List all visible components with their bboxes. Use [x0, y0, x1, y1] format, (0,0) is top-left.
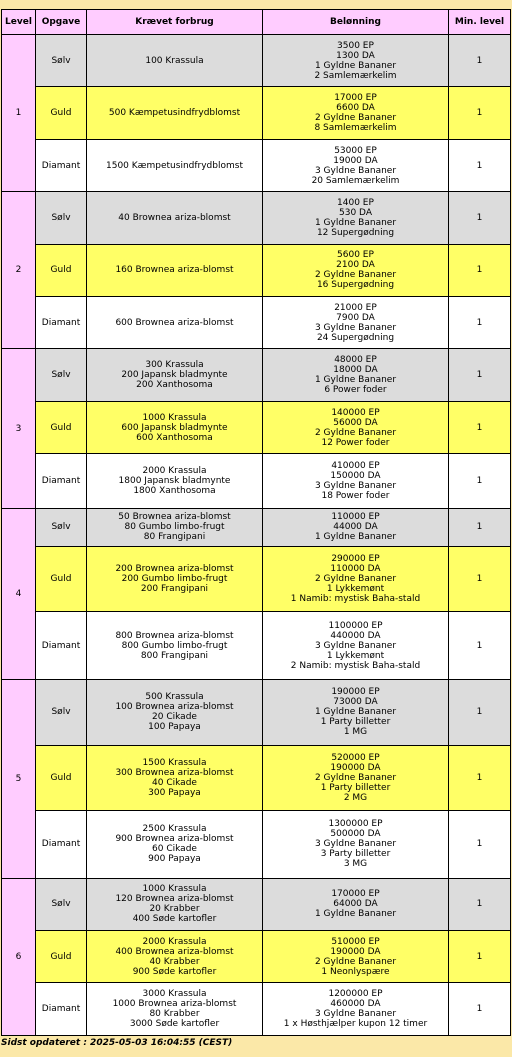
header-required: Krævet forbrug — [87, 10, 263, 35]
required-item: 300 Papaya — [148, 787, 201, 798]
required-item: 400 Søde kartofler — [132, 914, 217, 925]
required-item: 800 Gumbo limbo-frugt — [121, 640, 228, 651]
reward-item: 16 Supergødning — [316, 280, 395, 291]
required-item: 300 Brownea ariza-blomst — [115, 767, 234, 778]
header-row — [2, 10, 511, 35]
table-row — [2, 546, 511, 612]
required-cell — [87, 349, 263, 401]
reward-item: 2 Gyldne Bananer — [314, 113, 397, 124]
task-cell: Sølv — [36, 35, 87, 87]
reward-item: 12 Power foder — [321, 437, 390, 448]
min-level-cell: 1 — [449, 35, 511, 87]
reward-item: 3 Gyldne Bananer — [314, 839, 397, 850]
required-item: 1800 Xanthosoma — [133, 485, 216, 496]
reward-cell — [263, 349, 449, 401]
min-level-cell: 1 — [449, 349, 511, 401]
table-row — [2, 244, 511, 296]
required-item: 900 Papaya — [148, 854, 201, 865]
table-body — [2, 35, 511, 1036]
reward-item: 1 Party billetter — [320, 717, 391, 728]
level-cell: 1 — [2, 35, 36, 192]
reward-item: 440000 DA — [330, 630, 381, 641]
task-cell: Guld — [36, 930, 87, 982]
required-cell — [87, 192, 263, 244]
required-cell — [87, 508, 263, 546]
reward-item: 3 Party billetter — [320, 849, 391, 860]
level-cell: 2 — [2, 192, 36, 349]
header-task: Opgave — [36, 10, 87, 35]
required-item: 60 Cikade — [152, 844, 197, 855]
reward-item: 1300000 EP — [328, 819, 383, 830]
required-item: 100 Krassula — [145, 55, 204, 66]
reward-cell — [263, 35, 449, 87]
required-cell — [87, 87, 263, 139]
required-item: 600 Xanthosoma — [136, 432, 213, 443]
required-item: 20 Cikade — [152, 712, 197, 723]
required-item: 80 Krabber — [149, 1009, 200, 1020]
reward-item: 460000 DA — [330, 999, 381, 1010]
required-cell — [87, 878, 263, 930]
min-level-cell: 1 — [449, 244, 511, 296]
reward-item: 19000 DA — [333, 155, 378, 166]
reward-item: 8 Samlemærkelim — [314, 123, 397, 134]
reward-item: 64000 DA — [333, 899, 378, 910]
required-item: 1000 Krassula — [142, 884, 207, 895]
required-item: 40 Krabber — [149, 956, 200, 967]
required-cell — [87, 401, 263, 453]
table-row — [2, 192, 511, 244]
reward-item: 6600 DA — [336, 103, 375, 114]
task-cell: Sølv — [36, 878, 87, 930]
reward-cell — [263, 244, 449, 296]
required-cell — [87, 244, 263, 296]
required-item: 20 Krabber — [149, 904, 200, 915]
reward-item: 2 Gyldne Bananer — [314, 270, 397, 281]
table-row — [2, 930, 511, 982]
table-row — [2, 612, 511, 680]
reward-item: 3 Gyldne Bananer — [314, 322, 397, 333]
required-cell — [87, 35, 263, 87]
required-item: 1000 Krassula — [142, 412, 207, 423]
required-cell — [87, 546, 263, 612]
reward-item: 290000 EP — [331, 554, 380, 565]
table-row — [2, 349, 511, 401]
required-item: 1000 Brownea ariza-blomst — [112, 999, 237, 1010]
reward-item: 1100000 EP — [328, 620, 383, 631]
reward-item: 2 Gyldne Bananer — [314, 956, 397, 967]
required-item: 1500 Kæmpetusindfrydblomst — [106, 160, 243, 171]
reward-cell — [263, 139, 449, 191]
required-item: 100 Brownea ariza-blomst — [115, 702, 234, 713]
required-item: 500 Kæmpetusindfrydblomst — [108, 108, 241, 119]
min-level-cell: 1 — [449, 401, 511, 453]
header-min-level: Min. level — [449, 10, 511, 35]
reward-cell — [263, 612, 449, 680]
required-item: 2000 Krassula — [142, 936, 207, 947]
last-updated-text: Sidst opdateret : 2025-05-03 16:04:55 (CEST) — [1, 1038, 233, 1048]
required-item: 40 Brownea ariza-blomst — [118, 212, 231, 223]
reward-item: 3 MG — [343, 859, 368, 870]
reward-item: 17000 EP — [334, 93, 377, 104]
reward-cell — [263, 811, 449, 879]
reward-item: 7900 DA — [336, 312, 375, 323]
required-cell — [87, 930, 263, 982]
reward-item: 140000 EP — [331, 407, 380, 418]
table-row — [2, 454, 511, 508]
reward-item: 1 Lykkemønt — [326, 650, 385, 661]
required-item: 160 Brownea ariza-blomst — [115, 265, 234, 276]
reward-item: 510000 EP — [331, 936, 380, 947]
required-item: 80 Frangipani — [143, 532, 206, 543]
required-cell — [87, 983, 263, 1036]
reward-cell — [263, 297, 449, 349]
task-cell: Sølv — [36, 508, 87, 546]
task-cell: Diamant — [36, 454, 87, 508]
reward-cell — [263, 930, 449, 982]
table-row — [2, 811, 511, 879]
reward-item: 6 Power foder — [324, 385, 387, 396]
task-cell: Diamant — [36, 811, 87, 879]
required-item: 3000 Krassula — [142, 989, 207, 1000]
reward-item: 2 Gyldne Bananer — [314, 427, 397, 438]
required-item: 800 Brownea ariza-blomst — [115, 630, 234, 641]
required-item: 40 Cikade — [152, 777, 197, 788]
required-item: 200 Frangipani — [140, 584, 209, 595]
table-row — [2, 745, 511, 811]
reward-item: 1 Gyldne Bananer — [314, 217, 397, 228]
reward-cell — [263, 983, 449, 1036]
reward-item: 1400 EP — [337, 197, 374, 208]
reward-item: 1 Gyldne Bananer — [314, 375, 397, 386]
reward-item: 2 Gyldne Bananer — [314, 772, 397, 783]
reward-item: 3 Gyldne Bananer — [314, 1009, 397, 1020]
reward-item: 24 Supergødning — [316, 332, 395, 343]
table-row — [2, 297, 511, 349]
table-row — [2, 680, 511, 746]
reward-item: 110000 EP — [331, 512, 380, 523]
level-cell: 5 — [2, 680, 36, 879]
required-cell — [87, 297, 263, 349]
header-reward: Belønning — [263, 10, 449, 35]
reward-item: 53000 EP — [334, 145, 377, 156]
required-cell — [87, 139, 263, 191]
required-item: 50 Brownea ariza-blomst — [118, 512, 231, 523]
required-item: 1800 Japansk bladmynte — [118, 475, 231, 486]
reward-item: 1 Lykkemønt — [326, 584, 385, 595]
required-item: 120 Brownea ariza-blomst — [115, 894, 234, 905]
reward-cell — [263, 192, 449, 244]
required-item: 200 Gumbo limbo-frugt — [121, 574, 228, 585]
required-item: 200 Brownea ariza-blomst — [115, 564, 234, 575]
min-level-cell: 1 — [449, 612, 511, 680]
min-level-cell: 1 — [449, 680, 511, 746]
reward-item: 520000 EP — [331, 752, 380, 763]
required-item: 900 Brownea ariza-blomst — [115, 834, 234, 845]
reward-item: 1 Gyldne Bananer — [314, 909, 397, 920]
min-level-cell: 1 — [449, 878, 511, 930]
task-cell: Diamant — [36, 983, 87, 1036]
reward-cell — [263, 401, 449, 453]
required-item: 400 Brownea ariza-blomst — [115, 946, 234, 957]
header-level: Level — [2, 10, 36, 35]
table-row — [2, 87, 511, 139]
required-item: 200 Japansk bladmynte — [121, 370, 228, 381]
required-item: 200 Xanthosoma — [136, 380, 213, 391]
reward-item: 5600 EP — [337, 250, 374, 261]
table-row — [2, 983, 511, 1036]
task-cell: Guld — [36, 546, 87, 612]
level-cell: 4 — [2, 508, 36, 679]
required-item: 500 Krassula — [145, 692, 204, 703]
task-cell: Sølv — [36, 349, 87, 401]
reward-item: 48000 EP — [334, 355, 377, 366]
required-item: 600 Japansk bladmynte — [121, 422, 228, 433]
required-item: 600 Brownea ariza-blomst — [115, 317, 234, 328]
table-row — [2, 878, 511, 930]
reward-item: 2100 DA — [336, 260, 375, 271]
reward-item: 12 Supergødning — [316, 227, 395, 238]
reward-item: 1300 DA — [336, 50, 375, 61]
min-level-cell: 1 — [449, 454, 511, 508]
reward-item: 110000 DA — [330, 564, 381, 575]
reward-item: 1 Gyldne Bananer — [314, 532, 397, 543]
rewards-table — [1, 9, 511, 1036]
required-item: 2000 Krassula — [142, 465, 207, 476]
reward-item: 3 Gyldne Bananer — [314, 480, 397, 491]
reward-cell — [263, 546, 449, 612]
reward-item: 1 x Høsthjælper kupon 12 timer — [283, 1019, 428, 1030]
required-item: 100 Papaya — [148, 722, 201, 733]
required-item: 1500 Krassula — [142, 757, 207, 768]
task-cell: Sølv — [36, 192, 87, 244]
task-cell: Guld — [36, 401, 87, 453]
min-level-cell: 1 — [449, 983, 511, 1036]
min-level-cell: 1 — [449, 87, 511, 139]
required-item: 300 Krassula — [145, 360, 204, 371]
reward-item: 410000 EP — [331, 460, 380, 471]
reward-item: 3500 EP — [337, 40, 374, 51]
task-cell: Diamant — [36, 297, 87, 349]
reward-item: 1 Party billetter — [320, 782, 391, 793]
reward-item: 1200000 EP — [328, 989, 383, 1000]
reward-cell — [263, 680, 449, 746]
required-item: 3000 Søde kartofler — [129, 1019, 220, 1030]
min-level-cell: 1 — [449, 508, 511, 546]
reward-item: 1 Namib: mystisk Baha-stald — [290, 594, 421, 605]
required-cell — [87, 680, 263, 746]
min-level-cell: 1 — [449, 139, 511, 191]
reward-item: 20 Samlemærkelim — [311, 175, 400, 186]
reward-item: 73000 DA — [333, 697, 378, 708]
reward-item: 1 Gyldne Bananer — [314, 707, 397, 718]
table-row — [2, 508, 511, 546]
reward-cell — [263, 508, 449, 546]
reward-item: 2 Samlemærkelim — [314, 70, 397, 81]
min-level-cell: 1 — [449, 192, 511, 244]
level-cell: 6 — [2, 878, 36, 1035]
min-level-cell: 1 — [449, 745, 511, 811]
table-row — [2, 139, 511, 191]
reward-item: 1 Gyldne Bananer — [314, 60, 397, 71]
reward-item: 3 Gyldne Bananer — [314, 165, 397, 176]
level-cell: 3 — [2, 349, 36, 508]
task-cell: Sølv — [36, 680, 87, 746]
required-item: 80 Gumbo limbo-frugt — [124, 522, 225, 533]
reward-item: 2 Gyldne Bananer — [314, 574, 397, 585]
table-row — [2, 35, 511, 87]
required-item: 2500 Krassula — [142, 824, 207, 835]
min-level-cell: 1 — [449, 930, 511, 982]
reward-item: 21000 EP — [334, 302, 377, 313]
task-cell: Guld — [36, 87, 87, 139]
reward-item: 18 Power foder — [321, 490, 390, 501]
required-cell — [87, 745, 263, 811]
reward-item: 1 MG — [343, 727, 368, 738]
reward-item: 2 Namib: mystisk Baha-stald — [290, 660, 421, 671]
table-row — [2, 401, 511, 453]
reward-item: 170000 EP — [331, 889, 380, 900]
reward-item: 3 Gyldne Bananer — [314, 640, 397, 651]
reward-item: 44000 DA — [333, 522, 378, 533]
reward-item: 18000 DA — [333, 365, 378, 376]
required-cell — [87, 612, 263, 680]
task-cell: Diamant — [36, 612, 87, 680]
reward-item: 190000 DA — [330, 946, 381, 957]
min-level-cell: 1 — [449, 546, 511, 612]
reward-item: 530 DA — [339, 207, 372, 218]
reward-item: 190000 DA — [330, 762, 381, 773]
task-cell: Diamant — [36, 139, 87, 191]
reward-item: 56000 DA — [333, 417, 378, 428]
reward-item: 150000 DA — [330, 470, 381, 481]
reward-item: 1 Neonlyspære — [321, 966, 390, 977]
min-level-cell: 1 — [449, 297, 511, 349]
required-item: 900 Søde kartofler — [132, 966, 217, 977]
required-cell — [87, 454, 263, 508]
reward-item: 2 MG — [343, 792, 368, 803]
task-cell: Guld — [36, 745, 87, 811]
reward-cell — [263, 454, 449, 508]
task-cell: Guld — [36, 244, 87, 296]
required-item: 800 Frangipani — [140, 650, 209, 661]
reward-item: 190000 EP — [331, 687, 380, 698]
reward-cell — [263, 878, 449, 930]
min-level-cell: 1 — [449, 811, 511, 879]
reward-item: 500000 DA — [330, 829, 381, 840]
reward-cell — [263, 745, 449, 811]
required-cell — [87, 811, 263, 879]
reward-cell — [263, 87, 449, 139]
